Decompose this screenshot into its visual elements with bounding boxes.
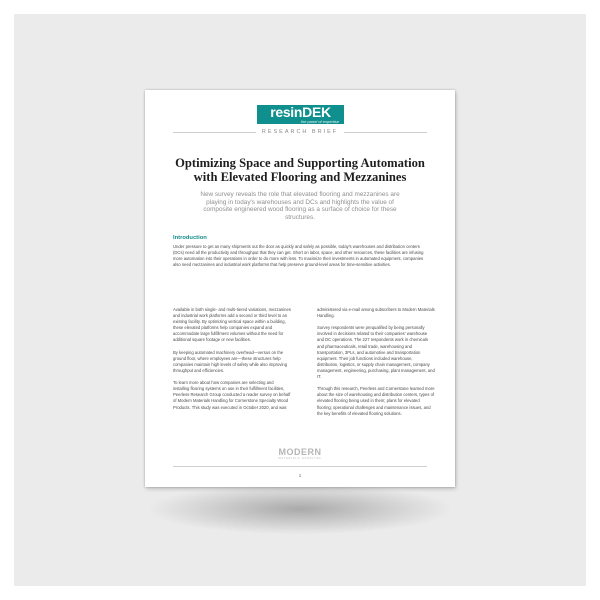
- paragraph: By keeping automated machinery overhead—versus on the ground floor, where employees are—these structures help companies maintain high levels of safety while also improving throughput and efficiencies.: [173, 349, 288, 373]
- page-title: [159, 156, 441, 184]
- resindek-logo: [257, 105, 344, 124]
- title-line-1: Optimizing Space and Supporting Automation: [175, 156, 425, 170]
- footer-logo-sub: MATERIALS HANDLING: [278, 457, 322, 460]
- left-column: [173, 307, 291, 417]
- intro-heading: Introduction: [173, 235, 207, 241]
- logo-wordmark: resinDEK: [270, 104, 331, 120]
- paragraph: Survey respondents were prequalified by being personally involved in decisions related to their companies' warehouse and DC operations. The 227 respondents work in chemicals and pharmaceuticals, retail trade, warehousing and transportation, 3PLs, and automotive and transportation equipment. Their job functions included warehouse, distribution, logistics, or supply chain management, company management, engineering, purchasing, plant management, and IT.: [317, 325, 435, 380]
- footer-logo-word: MODERN: [278, 447, 322, 457]
- intro-paragraph: Under pressure to get as many shipments out the door as quickly and safely as possible, today's warehouses and distribution centers (DCs) need all the productivity and throughput that they can get. Short on labor, space, and other resources, these facilities are infusing more automation into their operations in order to do more with less. To maximize their investments in automated equipment, companies also need mezzanines and industrial work platforms that help preserve ground-level areas for time-sensitive activities.: [173, 244, 424, 268]
- section-label-text: RESEARCH BRIEF: [256, 129, 344, 135]
- paragraph: Through this research, Peerless and Cornerstone learned more about the size of warehousing and distribution centers, types of elevated flooring being used in them; plans for elevated flooring; operational challenges and maintenance issues, and the key benefits of elevated flooring solutions.: [317, 386, 435, 416]
- right-column: [317, 307, 435, 423]
- footer-logo: [145, 448, 455, 461]
- page-shadow: [150, 484, 450, 534]
- paragraph: Available in both single- and multi-tiered variations, mezzanines and industrial work platforms add a second or third level to an existing facility. By optimizing vertical space within a building, these elevated platforms help companies expand and accommodate large fulfillment volumes without the need for additional square footage or new facilities.: [173, 307, 291, 343]
- title-line-2: with Elevated Flooring and Mezzanines: [193, 170, 407, 184]
- paragraph: To learn more about how companies are selecting and installing flooring systems on use in their fulfillment facilities, Peerless Research Group conducted a reader survey on behalf of Modern Materials Handling for Cornerstone Specialty Wood Products. This study was executed in October 2020, and was: [173, 380, 291, 410]
- section-label: [145, 129, 455, 135]
- paragraph: administered via e-mail among subscribers to Modern Materials Handling.: [317, 307, 435, 319]
- page-number: 1: [298, 473, 302, 478]
- footer-rule: [173, 466, 427, 467]
- logo-tagline: the panel of expertise: [300, 119, 339, 124]
- document-page: [145, 90, 455, 487]
- page-subtitle: New survey reveals the role that elevated flooring and mezzanines are playing in today's warehouses and DCs and highlights the value of composite engineered wood flooring as a surface of choice for these structures.: [200, 191, 400, 221]
